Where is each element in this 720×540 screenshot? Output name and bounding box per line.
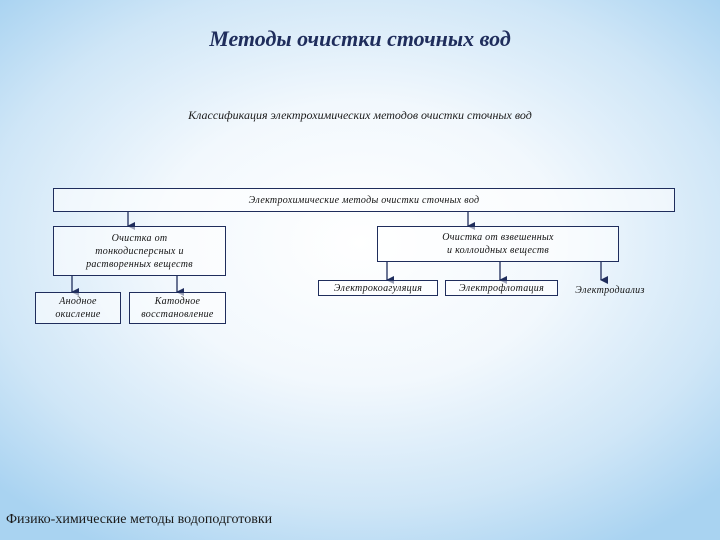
node-branch-left	[53, 226, 226, 276]
node-root	[53, 188, 675, 212]
node-cathodic-line1: Катодное	[154, 296, 201, 307]
node-electroflotation	[445, 280, 558, 296]
node-root-label: Электрохимические методы очистки сточных вод	[248, 194, 480, 206]
footer-caption: Физико-химические методы водоподготовки	[6, 512, 273, 527]
node-anodic-oxidation	[35, 292, 121, 324]
node-branch-right	[377, 226, 619, 262]
node-branch-left-line2: тонкодисперсных и	[95, 245, 184, 257]
node-electroflotation-label: Электрофлотация	[458, 282, 545, 294]
node-electrodialysis: Электродиализ	[575, 285, 645, 296]
node-anodic-line2: окисление	[55, 309, 101, 320]
page-title: Методы очистки сточных вод	[209, 26, 511, 51]
node-branch-left-line1: Очистка от	[111, 232, 168, 244]
diagram-subtitle: Классификация электрохимических методов очистки сточных вод	[188, 108, 532, 122]
node-cathodic-line2: восстановление	[141, 309, 214, 320]
node-electrocoagulation-label: Электрокоагуляция	[333, 282, 423, 294]
node-cathodic-reduction	[129, 292, 226, 324]
node-branch-right-line2: и коллоидных веществ	[446, 245, 549, 256]
node-anodic-line1: Анодное	[59, 296, 97, 307]
node-branch-left-line3: растворенных веществ	[86, 258, 193, 270]
node-electrocoagulation	[318, 280, 438, 296]
node-branch-right-line1: Очистка от взвешенных	[442, 232, 554, 243]
